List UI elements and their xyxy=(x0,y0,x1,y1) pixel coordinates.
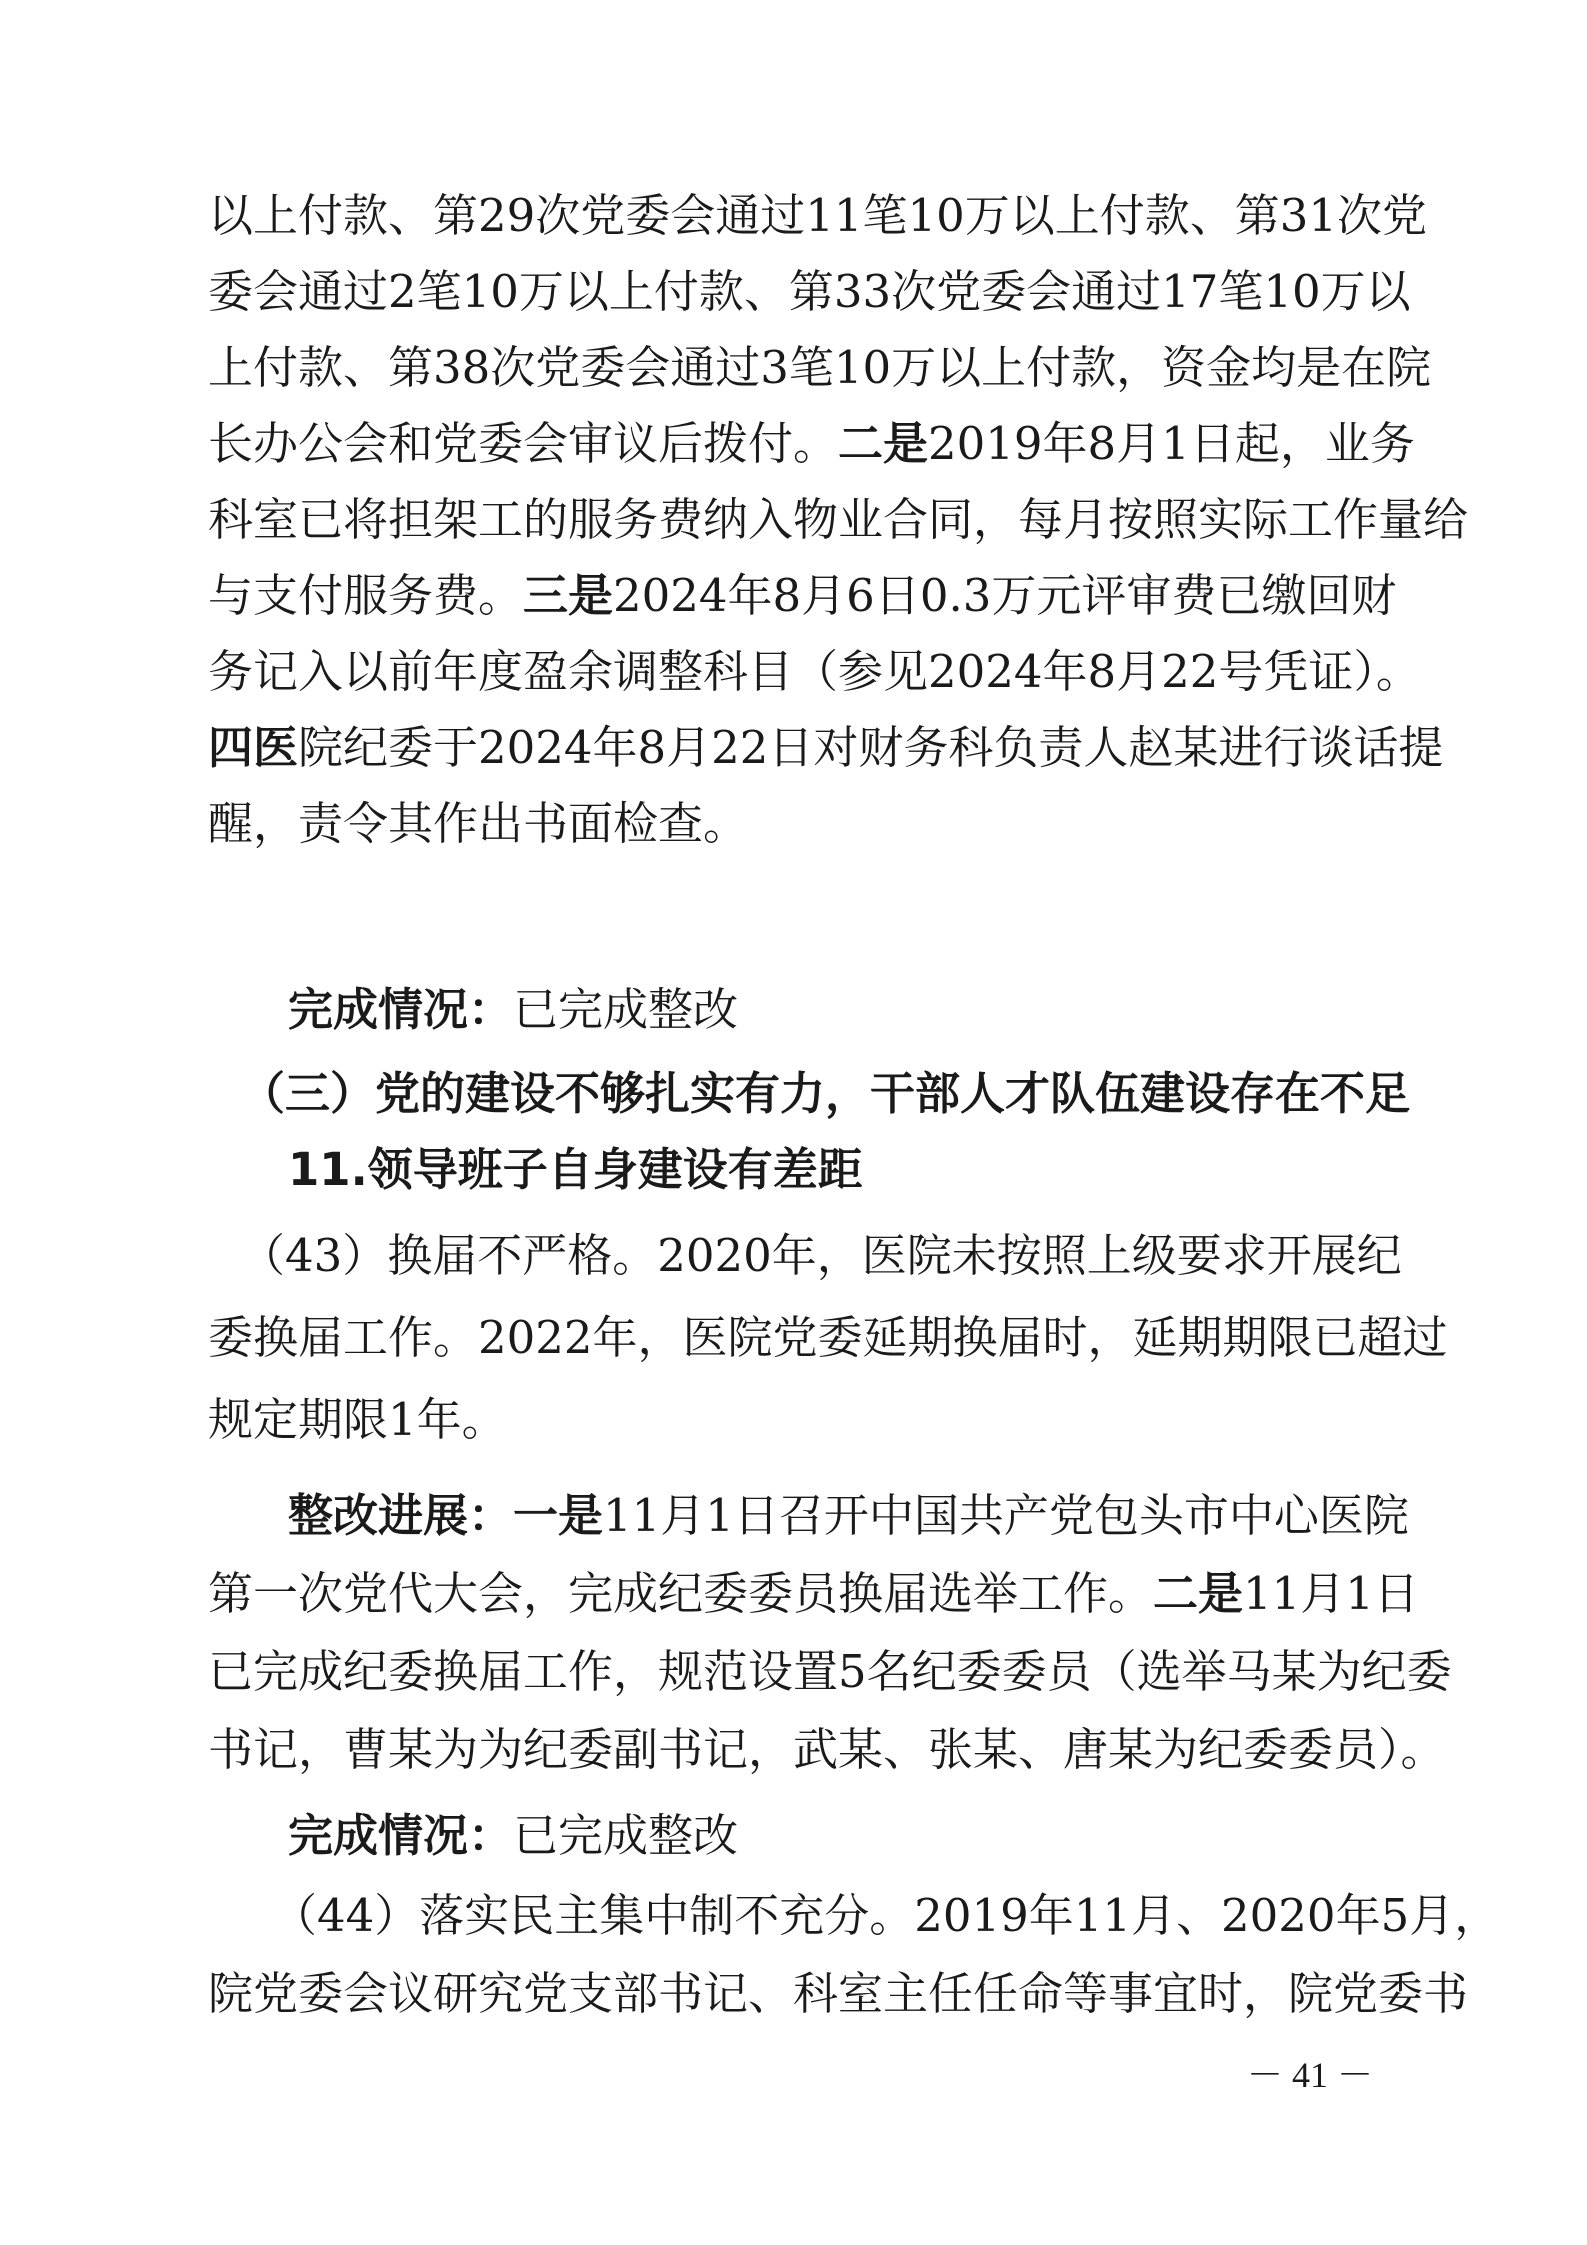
text-line: 委换届工作。2022年，医院党委延期换届时，延期期限已超过 xyxy=(208,1311,1448,1364)
text-segment: 院纪委于2024年8月22日对财务科负责人赵某进行谈话提 xyxy=(298,721,1444,774)
text-line: 书记，曹某为为纪委副书记，武某、张某、唐某为纪委委员）。 xyxy=(208,1723,1446,1776)
emphasis-label: 二是 xyxy=(1153,1567,1244,1620)
text-segment: 第一次党代大会，完成纪委委员换届选举工作。 xyxy=(208,1567,1154,1620)
text-line: 已完成纪委换届工作，规范设置5名纪委委员（选举马某为纪委 xyxy=(208,1645,1452,1698)
text-line: 以上付款、第29次党委会通过11笔10万以上付款、第31次党 xyxy=(208,189,1428,242)
status-label: 完成情况： xyxy=(288,983,514,1036)
subsection-heading: 11.领导班子自身建设有差距 xyxy=(288,1143,863,1196)
text-line: （43）换届不严格。2020年，医院未按照上级要求开展纪 xyxy=(240,1229,1402,1282)
progress-label: 整改进展： xyxy=(288,1489,514,1542)
page-number: － 41 － xyxy=(1246,2055,1373,2095)
text-line: （44）落实民主集中制不充分。2019年11月、2020年5月， xyxy=(272,1889,1500,1942)
status-value: 已完成整改 xyxy=(513,983,739,1036)
text-line xyxy=(208,406,1415,482)
completion-status xyxy=(288,972,1388,1048)
emphasis-label: 四医 xyxy=(208,721,299,774)
text-line: 科室已将担架工的服务费纳入物业合同，每月按照实际工作量给 xyxy=(208,493,1469,546)
text-segment: 11月1日 xyxy=(1243,1567,1419,1620)
text-line xyxy=(208,558,1397,634)
text-segment: 2019年8月1日起，业务 xyxy=(928,417,1415,470)
rectification-progress xyxy=(288,1478,1409,1554)
text-line: 规定期限1年。 xyxy=(208,1393,507,1446)
status-value: 已完成整改 xyxy=(513,1809,739,1862)
text-segment: 与支付服务费。 xyxy=(208,569,524,622)
text-line: 醒，责令其作出书面检查。 xyxy=(208,797,749,850)
text-line: 务记入以前年度盈余调整科目（参见2024年8月22号凭证）。 xyxy=(208,645,1421,698)
text-line xyxy=(208,1556,1419,1632)
emphasis-label: 二是 xyxy=(838,417,929,470)
text-segment: 2024年8月6日0.3万元评审费已缴回财 xyxy=(613,569,1397,622)
text-segment: 长办公会和党委会审议后拨付。 xyxy=(208,417,839,470)
section-heading: （三）党的建设不够扎实有力，干部人才队伍建设存在不足 xyxy=(240,1067,1411,1120)
emphasis-label: 一是 xyxy=(513,1489,604,1542)
emphasis-label: 三是 xyxy=(523,569,614,622)
text-line: 院党委会议研究党支部书记、科室主任任命等事宜时，院党委书 xyxy=(208,1967,1469,2020)
status-label: 完成情况： xyxy=(288,1809,514,1862)
text-line xyxy=(208,710,1444,786)
completion-status xyxy=(288,1798,1388,1874)
text-line: 上付款、第38次党委会通过3笔10万以上付款，资金均是在院 xyxy=(208,341,1432,394)
text-line: 委会通过2笔10万以上付款、第33次党委会通过17笔10万以 xyxy=(208,265,1411,318)
text-segment: 11月1日召开中国共产党包头市中心医院 xyxy=(603,1489,1409,1542)
